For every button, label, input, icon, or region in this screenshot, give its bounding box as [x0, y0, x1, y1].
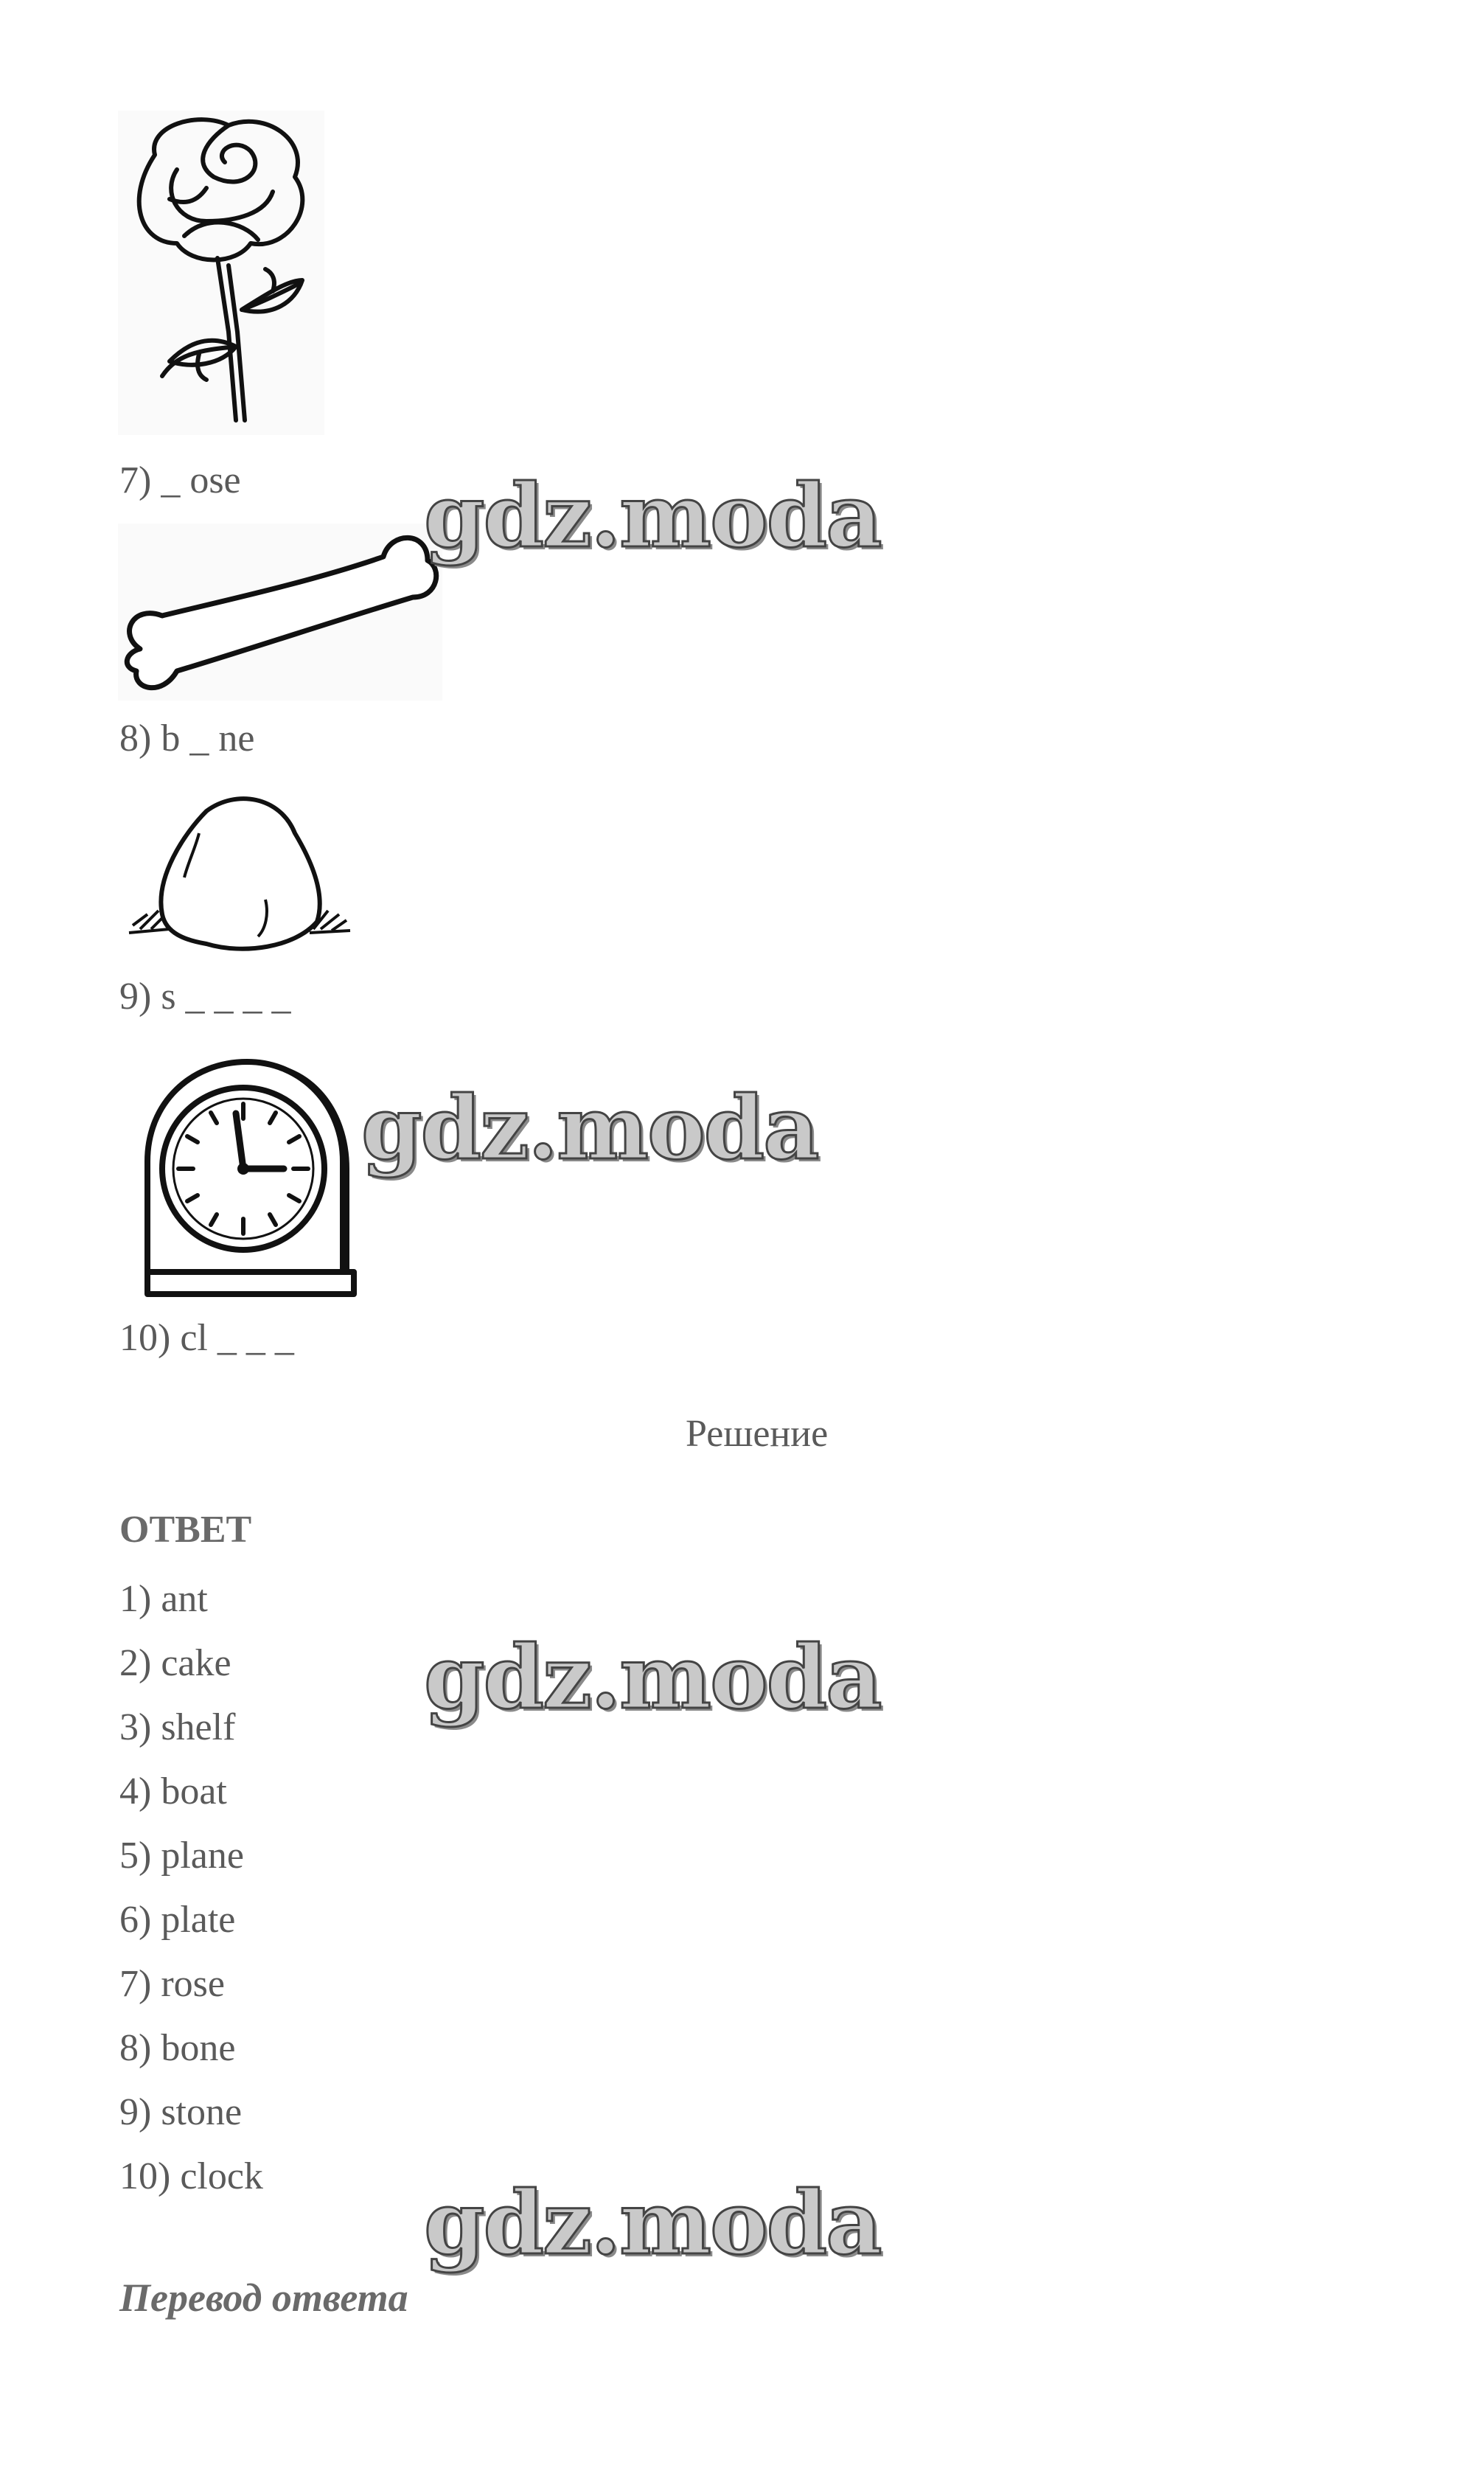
answer-item: 6) plate [119, 1899, 236, 1941]
solution-title: Решение [686, 1413, 829, 1455]
translation-heading: Перевод ответа [119, 2276, 408, 2320]
answer-item: 4) boat [119, 1770, 227, 1812]
answer-item: 3) shelf [119, 1706, 236, 1748]
answer-item: 8) bone [119, 2027, 236, 2069]
exercise-item-7: 7) _ ose [119, 459, 241, 501]
clock-icon [125, 1051, 369, 1301]
exercise-item-9: 9) s _ _ _ _ [119, 976, 291, 1018]
exercise-item-10: 10) cl _ _ _ [119, 1317, 294, 1359]
watermark: gdz.moda [424, 2172, 881, 2274]
watermark: gdz.moda [424, 1626, 881, 1728]
answer-item: 10) clock [119, 2155, 263, 2197]
answer-item: 9) stone [119, 2091, 243, 2133]
watermark: gdz.moda [361, 1077, 818, 1179]
rose-icon [118, 111, 324, 435]
watermark: gdz.moda [424, 465, 881, 567]
answer-item: 2) cake [119, 1642, 231, 1684]
answer-item: 1) ant [119, 1578, 208, 1620]
answer-item: 7) rose [119, 1963, 225, 2005]
exercise-item-8: 8) b _ ne [119, 717, 255, 759]
bone-icon [118, 524, 442, 701]
answer-heading: ОТВЕТ [119, 1509, 252, 1551]
answer-item: 5) plane [119, 1835, 244, 1877]
stone-icon [125, 789, 361, 959]
answer-list [119, 1567, 263, 2208]
